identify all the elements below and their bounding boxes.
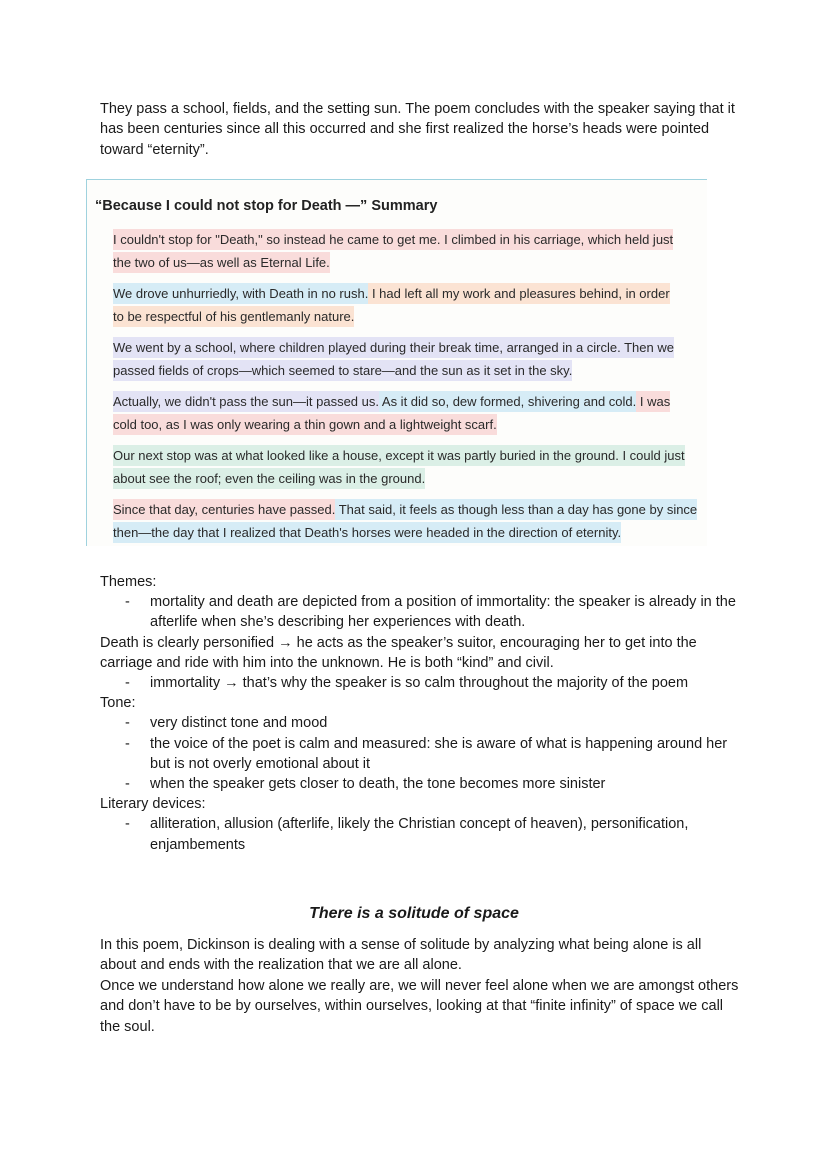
themes-heading: Themes: <box>100 574 157 590</box>
summary-block-3 <box>113 336 693 382</box>
list-item <box>100 673 750 693</box>
list-item-text: immortality → that’s why the speaker is so calm throughout the majority of the poem <box>150 675 689 692</box>
bullet-dash: - <box>125 776 130 793</box>
summary-segment: We drove unhurriedly, with Death in no rush. <box>113 283 368 304</box>
tone-heading: Tone: <box>100 695 136 712</box>
summary-block-1 <box>113 228 683 274</box>
summary-segment: Since that day, centuries have passed. <box>113 499 335 520</box>
list-item-text: the voice of the poet is calm and measured: she is aware of what is happening around her but is not overly emotional about it <box>150 735 728 772</box>
list-item <box>100 592 750 632</box>
summary-block-6 <box>113 498 701 544</box>
notes-section <box>100 572 750 855</box>
list-item <box>100 734 750 774</box>
summary-block-4 <box>113 390 688 436</box>
list-item <box>100 774 750 794</box>
summary-segment: I was cold too, as I was only wearing a thin gown and a lightweight scarf. <box>113 391 670 435</box>
summary-segment: That said, it feels as though less than a day has gone by since then—the day that I realized that Death's horses were headed in the direction of eternity. <box>113 499 697 543</box>
bullet-dash: - <box>125 715 130 732</box>
summary-segment: Our next stop was at what looked like a house, except it was partly buried in the ground. I could just about see the roof; even the ceiling was in the ground. <box>113 445 685 489</box>
poem-title: There is a solitude of space <box>309 905 519 922</box>
bullet-dash: - <box>125 816 130 833</box>
summary-block-2 <box>113 282 673 328</box>
bullet-dash: - <box>125 675 130 692</box>
summary-title: “Because I could not stop for Death —” Summary <box>95 198 438 214</box>
summary-segment: As it did so, dew formed, shivering and cold. <box>379 391 636 412</box>
summary-block-5 <box>113 444 703 490</box>
summary-segment: We went by a school, where children played during their break time, arranged in a circle. Then we passed fields of crops—which seemed to stare—and the sun as it set in the sky. <box>113 337 674 381</box>
list-item-text: mortality and death are depicted from a position of immortality: the speaker is already in the afterlife when she’s describing her experiences with death. <box>150 594 736 631</box>
list-item <box>100 814 750 854</box>
death-personified-text: Death is clearly personified → he acts as the speaker’s suitor, encouraging her to get into the carriage and ride with him into the unknown. He is both “kind” and civil. <box>100 634 697 671</box>
list-item-text: when the speaker gets closer to death, the tone becomes more sinister <box>150 776 606 793</box>
summary-segment: I couldn't stop for "Death," so instead he came to get me. I climbed in his carriage, which held just the two of us—as well as Eternal Life. <box>113 229 673 273</box>
poem-paragraph-2: Once we understand how alone we really are, we will never feel alone when we are amongst others and don’t have to be by ourselves, within ourselves, looking at that “finite infinity” of space we call the soul. <box>100 977 739 1035</box>
poem-paragraph-1: In this poem, Dickinson is dealing with a sense of solitude by analyzing what being alone is all about and ends with the realization that we are all alone. <box>100 937 702 974</box>
list-item-text: alliteration, allusion (afterlife, likely the Christian concept of heaven), personification, enjambements <box>150 816 689 853</box>
summary-segment: I had left all my work and pleasures behind, in order to be respectful of his gentlemanly nature. <box>113 283 670 327</box>
list-item <box>100 713 750 733</box>
summary-box <box>86 179 707 546</box>
bullet-dash: - <box>125 735 130 752</box>
list-item-text: very distinct tone and mood <box>150 715 328 732</box>
bullet-dash: - <box>125 594 130 611</box>
summary-segment: Actually, we didn't pass the sun—it passed us. <box>113 391 379 412</box>
devices-heading: Literary devices: <box>100 796 206 813</box>
poem-description <box>100 935 740 1037</box>
intro-paragraph: They pass a school, fields, and the setting sun. The poem concludes with the speaker saying that it has been centuries since all this occurred and she first realized the horse’s heads were pointed toward “eternity”. <box>100 101 735 158</box>
